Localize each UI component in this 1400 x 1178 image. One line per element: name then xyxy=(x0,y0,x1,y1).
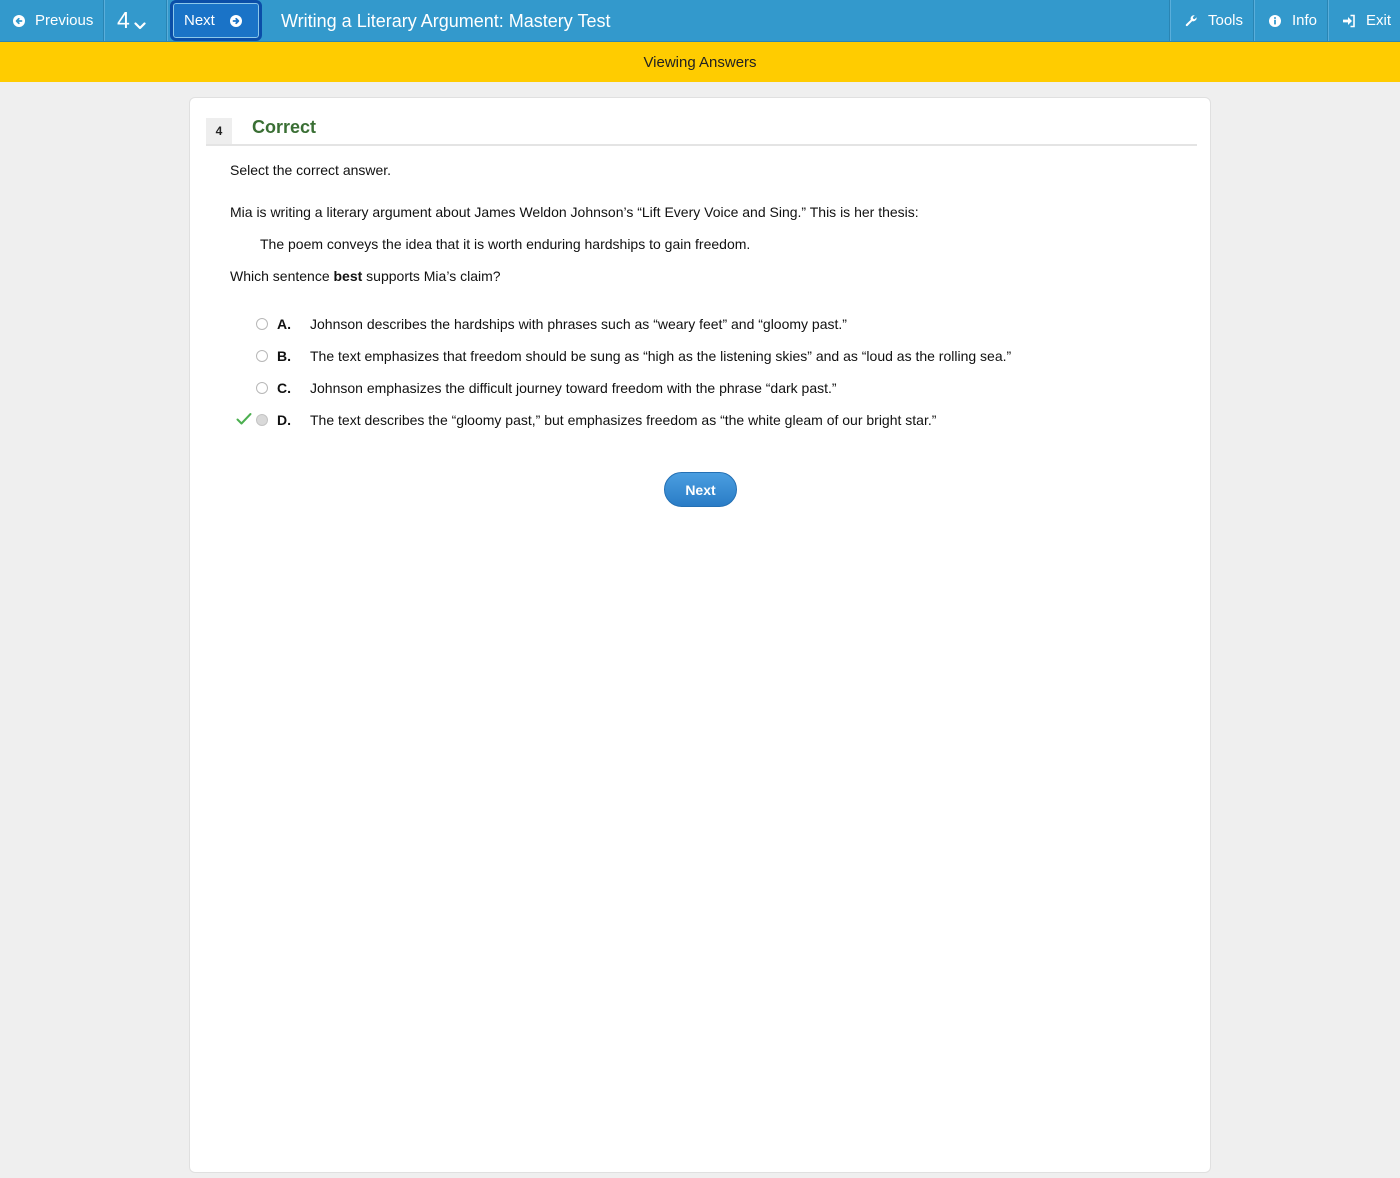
prompt-text: Mia is writing a literary argument about James Weldon Johnson’s “Lift Every Voice and Sing.” This is her thesis: xyxy=(230,204,919,220)
option-text: The text describes the “gloomy past,” but emphasizes freedom as “the white gleam of our bright star.” xyxy=(310,412,937,428)
previous-button[interactable] xyxy=(0,0,103,41)
banner-text: Viewing Answers xyxy=(643,53,757,71)
answer-option-a[interactable] xyxy=(230,313,1130,335)
question-text xyxy=(230,268,501,284)
viewing-answers-banner xyxy=(0,42,1400,82)
option-letter: C. xyxy=(277,380,291,396)
question-text-emphasis: best xyxy=(333,268,363,284)
checkmark-icon xyxy=(236,412,252,426)
option-text: Johnson describes the hardships with phrases such as “weary feet” and “gloomy past.” xyxy=(310,316,847,332)
arrow-circle-left-icon xyxy=(12,14,26,28)
toolbar-divider xyxy=(1169,0,1171,41)
question-number-badge: 4 xyxy=(206,118,232,144)
option-letter: B. xyxy=(277,348,291,364)
answer-option-c[interactable] xyxy=(230,377,1130,399)
radio-button[interactable] xyxy=(256,318,268,330)
toolbar-divider xyxy=(1327,0,1329,41)
option-letter: A. xyxy=(277,316,291,332)
toolbar-divider xyxy=(103,0,105,41)
info-button[interactable] xyxy=(1256,0,1326,41)
answer-option-d[interactable] xyxy=(230,409,1130,431)
question-card xyxy=(189,97,1211,1173)
question-text-post: supports Mia’s claim? xyxy=(362,268,501,284)
option-letter: D. xyxy=(277,412,291,428)
previous-label: Previous xyxy=(35,12,94,29)
radio-button[interactable] xyxy=(256,350,268,362)
top-toolbar xyxy=(0,0,1400,42)
result-status: Correct xyxy=(252,117,317,137)
instruction-text: Select the correct answer. xyxy=(230,162,392,178)
next-button[interactable]: Next xyxy=(664,472,737,507)
option-text: Johnson emphasizes the difficult journey toward freedom with the phrase “dark past.” xyxy=(310,380,837,396)
page-title: Writing a Literary Argument: Mastery Test xyxy=(281,11,611,31)
question-number-display: 4 xyxy=(117,7,130,33)
exit-label: Exit xyxy=(1366,12,1392,29)
chevron-down-icon xyxy=(134,10,146,37)
arrow-circle-right-icon xyxy=(229,14,243,28)
radio-button[interactable] xyxy=(256,382,268,394)
sign-out-icon xyxy=(1342,14,1356,28)
info-circle-icon xyxy=(1268,14,1282,28)
tools-label: Tools xyxy=(1208,12,1244,29)
radio-button-selected[interactable] xyxy=(256,414,268,426)
answer-option-b[interactable] xyxy=(230,345,1130,367)
wrench-icon xyxy=(1184,14,1198,28)
toolbar-divider xyxy=(1253,0,1255,41)
next-top-label: Next xyxy=(184,12,215,29)
question-dropdown[interactable] xyxy=(106,0,166,41)
question-text-pre: Which sentence xyxy=(230,268,334,284)
question-header xyxy=(206,116,1197,146)
next-top-button[interactable] xyxy=(170,0,262,41)
toolbar-divider xyxy=(166,0,168,41)
info-label: Info xyxy=(1292,12,1318,29)
option-text: The text emphasizes that freedom should be sung as “high as the listening skies” and as “loud as the rolling sea.” xyxy=(310,348,1012,364)
tools-button[interactable] xyxy=(1172,0,1252,41)
thesis-text: The poem conveys the idea that it is worth enduring hardships to gain freedom. xyxy=(260,236,751,252)
exit-button[interactable] xyxy=(1330,0,1400,41)
